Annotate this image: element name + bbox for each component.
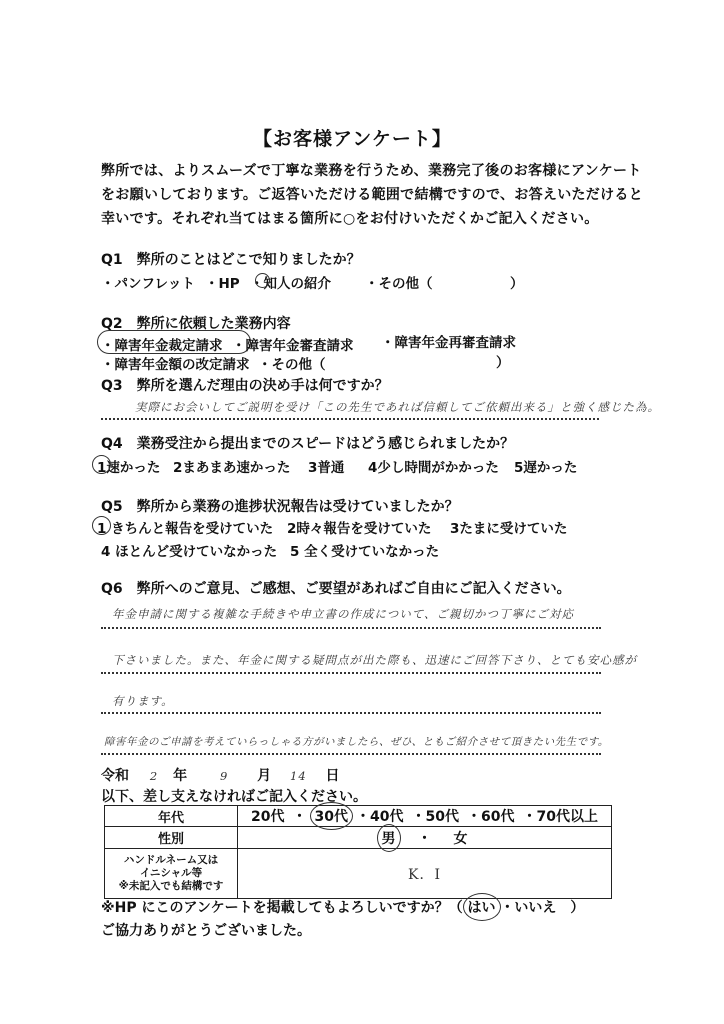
date-day: 14 [290,769,307,783]
gender-option-sep: ・ [417,830,432,847]
name-value: K．I [408,866,441,883]
name-value-cell [238,849,612,899]
intro-line-3: 幸いです。それぞれ当てはまる箇所に○をお付けいただくかご記入ください。 [101,211,599,227]
age-option-30s-wrap [315,806,348,826]
q5-option-2: 2時々報告を受けていた [287,521,432,537]
q6-answer-line-1: 年金申請に関する複雑な手続きや申立書の作成について、ご親切かつ丁寧にご対応 [112,607,575,621]
info-intro: 以下、差し支えなければご記入ください。 [101,789,367,805]
age-option-sep: ・ [292,809,307,825]
name-label-cell [105,849,238,899]
name-label-line-1: ハンドルネーム又は [123,854,219,866]
q6-line-3 [101,712,601,714]
q1-option-pamphlet: ・パンフレット [101,276,195,292]
q6-answer-line-2: 下さいました。また、年金に関する疑問点が出た際も、迅速にご回答下さり、とても安心感が [112,653,637,667]
q5-question: Q5 弊所から業務の進捗状況報告は受けていましたか？ [101,499,459,515]
hp-yes-wrap [468,897,496,917]
thanks-text: ご協力ありがとうございました。 [101,923,311,939]
gender-option-male: 男 [381,830,396,847]
intro-line-1: 弊所では、よりスムーズで丁寧な業務を行うため、業務完了後のお客様にアンケート [101,163,642,179]
q2-option-revision-claim: ・障害年金額の改定請求 [101,357,250,373]
hp-answer-circle [463,893,501,921]
gender-male-wrap [382,828,396,848]
q6-line-4 [101,753,601,755]
hp-option-yes: はい [467,900,496,916]
q2-option-review-claim: ・障害年金審査請求 [232,338,354,354]
q5-option-1: 1 きちんと報告を受けていた [97,521,274,537]
age-option-20s: 20代 [251,809,285,825]
q5-option-4: 4 ほとんど受けていなかった [101,544,278,560]
date-year: 2 [149,769,159,783]
hp-question-row [101,897,584,917]
intro-line-2: をお願いしております。ご返答いただける範囲で結構ですので、お答えいただけると [101,187,643,203]
age-label: 年代 [105,806,238,827]
q4-question: Q4 業務受注から提出までのスピードはどう感じられましたか？ [101,436,515,452]
q4-option-5: 5遅かった [514,460,578,476]
q2-answer-circle [97,330,251,354]
age-option-50s: ・50代 [411,809,459,825]
gender-answer-circle [377,824,401,852]
gender-options-cell [238,827,612,849]
date-month: 9 [219,769,229,783]
name-label-line-3: ※未記入でも結構です [118,880,224,892]
q1-option-other-close: ） [510,276,524,292]
hp-option-rest: ・いいえ ） [500,900,585,916]
q1-answer-circle [255,273,270,288]
q2-option-other: ・その他（ [258,357,326,373]
q4-option-1: 1速かった [97,460,161,476]
page-title: 【お客様アンケート】 [253,128,452,150]
q4-option-3: 3普通 [308,460,345,476]
q2-option-re-review-claim: ・障害年金再審査請求 [381,335,516,351]
q5-option-3: 3たまに受けていた [450,521,568,537]
respondent-info-table [104,805,612,899]
q3-answer-line [101,418,599,420]
age-option-70s: ・70代以上 [522,809,598,825]
q4-answer-circle [92,455,111,474]
q6-answer-line-4: 障害年金のご申請を考えていらっしゃる方がいましたら、ぜひ、ともご紹介させて頂きたい先生です。 [104,736,609,748]
q4-option-4: 4少し時間がかかった [368,460,499,476]
date-era: 令和 [101,768,129,784]
q6-answer-line-3: 有ります。 [112,694,174,708]
name-label-line-2: イニシャル等 [139,867,203,879]
q1-option-acquaintance: ・知人の紹介 [250,276,331,292]
q1-option-other: ・その他（ [365,276,433,292]
gender-option-female: 女 [453,830,468,847]
q5-option-5: 5 全く受けていなかった [290,544,440,560]
q6-line-2 [101,672,601,674]
age-option-40s: ・40代 [356,809,404,825]
date-row [101,765,340,785]
q1-question: Q1 弊所のことはどこで知りましたか？ [101,252,361,268]
q6-line-1 [101,627,601,629]
q2-option-other-close: ） [496,355,510,371]
q3-answer: 実際にお会いしてご説明を受け「この先生であれば信頼してご依頼出来る」と強く感じた為。 [135,400,660,414]
hp-question: ※HP にこのアンケートを掲載してもよろしいですか？（ [101,900,463,916]
age-option-60s: ・60代 [466,809,515,825]
gender-label: 性別 [105,827,238,849]
date-year-label: 年 [173,768,188,784]
date-month-label: 月 [257,768,272,784]
q2-question: Q2 弊所に依頼した業務内容 [101,316,291,332]
age-option-30s: 30代 [314,809,349,825]
q1-option-hp: ・HP [205,276,240,292]
age-options-cell [238,806,612,827]
date-day-label: 日 [325,768,340,784]
q2-option-initial-claim: ・障害年金裁定請求 [101,338,223,354]
q6-question: Q6 弊所へのご意見、ご感想、ご要望があればご自由にご記入ください。 [101,581,571,597]
q3-question: Q3 弊所を選んだ理由の決め手は何ですか？ [101,378,389,394]
age-answer-circle [310,802,353,830]
q4-option-2: 2まあまあ速かった [173,460,291,476]
q5-answer-circle [92,516,111,535]
